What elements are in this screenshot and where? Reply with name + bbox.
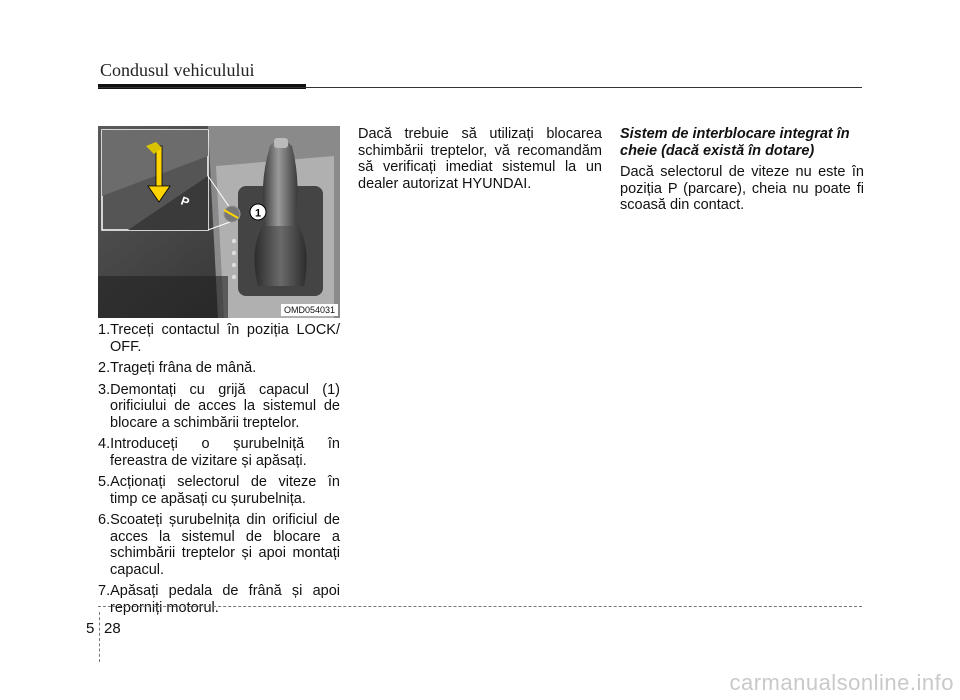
- key-interlock-text: Dacă selectorul de viteze nu este în poziția P (parcare), cheia nu poate fi scoasă din contact.: [620, 164, 864, 213]
- callout-number: 1: [254, 207, 262, 220]
- gear-letter-p: P: [178, 193, 192, 210]
- step-item: 5.Acționați selectorul de viteze în timp ce apăsați cu șurubelnița.: [98, 474, 340, 507]
- watermark-link[interactable]: carmanualsonline.info: [729, 670, 954, 695]
- dealer-recommendation-text: Dacă trebuie să utilizați blocarea schimbării treptelor, vă recomandăm să verificați imediat sistemul la un dealer autorizat HYUNDAI.: [358, 126, 602, 192]
- page-number: 28: [104, 620, 121, 637]
- footer-divider: [99, 612, 100, 662]
- header-rule: [98, 87, 862, 88]
- step-item: 4.Introduceți o șurubelniță în fereastra de vizitare și apăsați.: [98, 436, 340, 469]
- chapter-number: 5: [86, 620, 95, 637]
- footer-rule: [98, 606, 862, 607]
- shift-lock-photo: [98, 126, 340, 318]
- key-interlock-heading: Sistem de interblocare integrat în cheie (dacă există în dotare): [620, 126, 850, 159]
- page-header-title: Condusul vehiculului: [100, 60, 255, 80]
- step-item: 1.Treceți contactul în poziția LOCK/ OFF.: [98, 322, 340, 355]
- step-item: 6.Scoateți șurubelnița din orificiul de acces la sistemul de blocare a schimbării treptelor și apoi montați capacul.: [98, 512, 340, 578]
- step-item: 2.Trageți frâna de mână.: [98, 360, 257, 376]
- shift-lock-illustration: [98, 126, 340, 318]
- step-item: 3.Demontați cu grijă capacul (1) orificiului de acces la sistemul de blocare a schimbării treptelor.: [98, 381, 340, 431]
- step-item: 7.Apăsați pedala de frână și apoi reporniți motorul.: [98, 583, 340, 616]
- procedure-steps: [98, 322, 340, 621]
- figure-code: OMD054031: [281, 304, 338, 316]
